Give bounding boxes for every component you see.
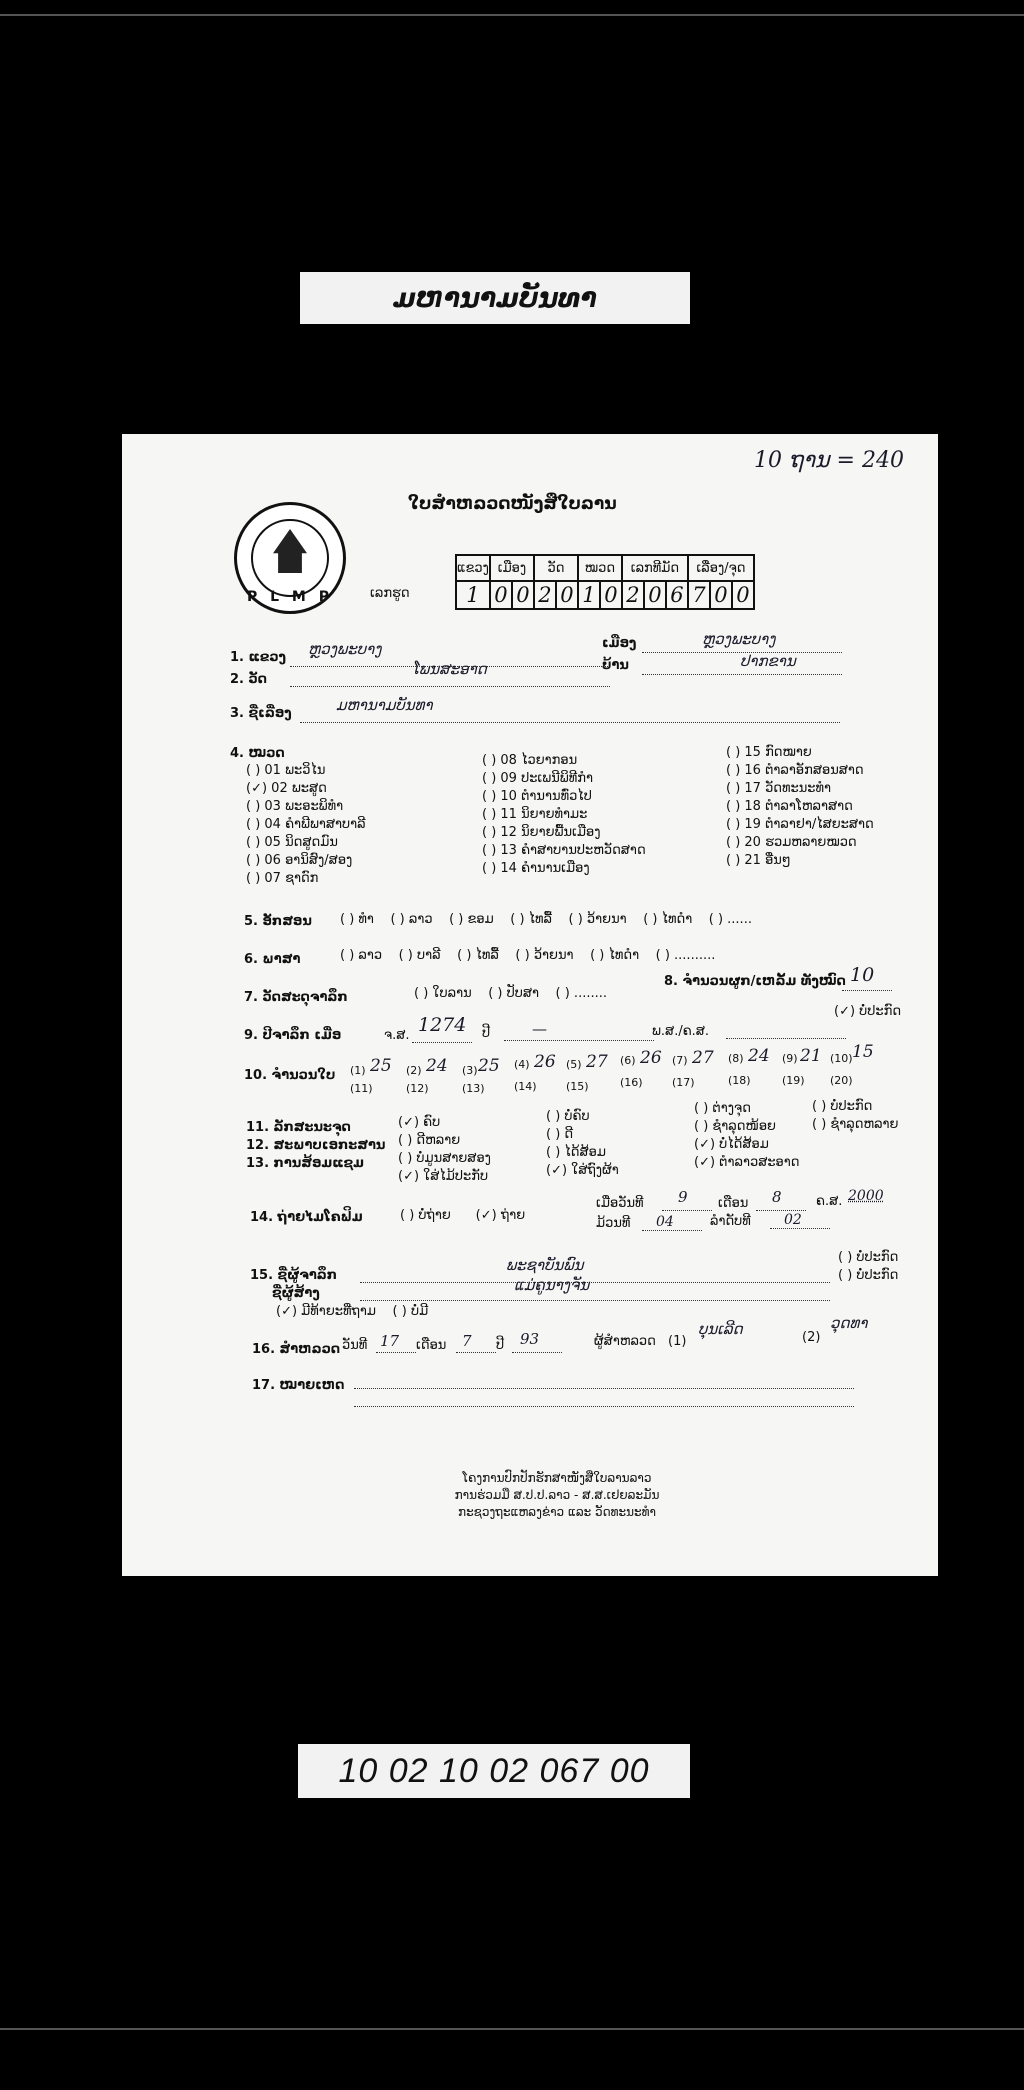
field-language-label: 6. ພາສາ [244,952,301,967]
microfilm-year-label: ຄ.ສ. [816,1194,843,1209]
category-option[interactable]: ( ) 09 ປະເພນີພິທີກຳ [482,771,593,786]
field-district-value: ຫຼວງພະບາງ [702,630,776,648]
leaf-count-value: 25 [370,1056,392,1076]
code-header-story: ເລື່ອງ/ຈຸດ [688,555,754,581]
surveyor-2-value: ວຸດທາ [830,1314,868,1332]
code-header-district: ເມືອງ [490,555,534,581]
code-digit: 2 [622,581,644,609]
field-village-label: ບ້ານ [602,658,629,673]
leaf-count-value: 24 [426,1056,448,1076]
project-logo: P L M P [234,502,346,614]
field-year-label: 9. ປີຈາລຶກ ເມື່ອ [244,1028,342,1043]
category-column-3 [726,744,874,870]
option[interactable]: (✓) ຕຳລາວສະອາດ [694,1155,800,1170]
category-option[interactable]: ( ) 01 ພະວິໄນ [246,763,326,778]
option[interactable]: (✓) ໃສ່ຖົງຜ້າ [546,1163,619,1178]
option[interactable]: ( ) ບໍ່ມູນສາຍສອງ [398,1151,491,1166]
category-option[interactable]: ( ) 20 ຮວມຫລາຍໝວດ [726,835,857,850]
code-digit: 6 [666,581,688,609]
category-option[interactable]: ( ) 17 ວັດທະນະທຳ [726,781,832,796]
survey-year-label: ປີ [496,1338,505,1353]
code-digit: 0 [732,581,754,609]
leaf-count-value: 21 [800,1046,822,1066]
category-option[interactable]: ( ) 13 ຄຳສາບານປະຫວັດສາດ [482,843,646,858]
field-material-options[interactable]: ( ) ໃບລານ ( ) ປັບສາ ( ) ........ [414,986,607,1001]
options-col-b [546,1108,619,1180]
options-col-c [694,1100,800,1172]
field-bundle-count-label: 8. ຈຳນວນຜູກ/ເຫລັ້ມ ທັງໝົດ [664,974,846,989]
category-option[interactable]: ( ) 10 ຕຳນານທົ່ວໄປ [482,789,592,804]
surveyor-label: ຜູ້ສຳຫລວດ [594,1334,656,1349]
field-script-label: 5. ອັກສອນ [244,914,312,929]
code-digit: 0 [556,581,578,609]
field-microfilm-options[interactable]: ( ) ບໍ່ຖ່າຍ (✓) ຖ່າຍ [400,1208,526,1223]
leaf-count-value: 25 [478,1056,500,1076]
field-bundle-count-value: 10 [850,964,875,986]
field-category-label: 4. ໝວດ [230,746,285,761]
code-digit: 7 [688,581,710,609]
option[interactable]: ( ) ດີຫລາຍ [398,1133,461,1148]
leaf-count-value: 27 [586,1052,608,1072]
survey-form-sheet: 10 ຖານ = 240 P L M P ໃບສຳຫລວດໜັງສືໃບລານ ເລກຮູດ ແຂວງ ເມືອງ ວັດ ໝວດ ເລກທີມັດ ເລື່ອງ/ຈຸດ 1 0 0 2 0 1 0 2 0 6 7 0 0 1. ແຂວງ ຫຼວງພະບາງ ເມືອງ ຫຼວງພະບາງ 2. ວັດ ໂພນສະອາດ ບ້ານ ປາກຂານ 3. ຊື່ເລື່ອງ ມຫານາມບັນທາ 4. ໝວດ ( ) 01 ພະວິໄນ (✓) 02 ພະສູດ ( ) 03 ພະອະພິທຳ ( ) 04 ຄຳພີພາສາບາລີ ( ) 05 ນິດສູດມົນ ( ) 06 ອານິສົງ/ສອງ ( ) 07 ຊາດົກ ( ) 08 ໄວຍາກອນ ( ) 09 ປະເພນີພິທີກຳ ( ) 10 ຕຳນານທົ່ວໄປ ( ) 11 ນິຍາຍທຳມະ ( ) 12 ນິຍາຍພື້ນເມືອງ ( ) 13 ຄຳສາບານປະຫວັດສາດ ( ) 14 ຄຳນານເມືອງ ( ) 15 ກົດໝາຍ ( ) 16 ຕຳລາອັກສອນສາດ ( ) 17 ວັດທະນະທຳ ( ) 18 ຕຳລາໂຫລາສາດ ( ) 19 ຕຳລາຢາ/ໄສຍະສາດ ( ) 20 ຮວມຫລາຍໝວດ ( ) 21 ອື່ນໆ 5. ອັກສອນ ( ) ທຳ ( ) ລາວ ( ) ຂອມ ( ) ໄທລື້ ( ) ວ້າຍນາ ( ) ໄທດຳ ( ) ...... 6. ພາສາ ( ) ລາວ ( ) ບາລີ ( ) ໄທລື້ ( ) ວ້າຍນາ ( ) ໄທດຳ ( ) .......... 7. ວັດສະດຸຈາລຶກ ( ) ໃບລານ ( ) ປັບສາ ( ) ........ 8. ຈຳນວນຜູກ/ເຫລັ້ມ ທັງໝົດ 10 9. ປີຈາລຶກ ເມື່ອ ຈ.ສ. 1274 ປີ — ພ.ສ./ຄ.ສ. (✓) ບໍ່ປະກົດ 10. ຈຳນວນໃບ (1) 25 (11) (2) 24 (12) (3) 25 (13) (4) 26 (14) (5) 27 (15) (6) 26 (16) (7) 27 (17) (8) 24 (18) (9) 21 (19) (10) 15 (20) 11. ລັກສະນະຈຸດ 12. ສະພາບເອກະສານ 13. ການສ້ອມແຊມ (✓) ຄົບ ( ) ດີຫລາຍ ( ) ບໍ່ມູນສາຍສອງ (✓) ໃສ່ໄມ້ປະກັບ ( ) ບໍ່ຄົບ ( ) ດີ ( ) ໄດ້ສ້ອມ (✓) ໃສ່ຖົງຜ້າ ( ) ຕ່າງຈຸດ ( ) ຊຳລຸດໜ້ອຍ (✓) ບໍ່ໄດ້ສ້ອມ (✓) ຕຳລາວສະອາດ ( ) ບໍ່ປະກົດ ( ) ຊຳລຸດຫລາຍ 14. ຖ່າຍໄມໂຄຟິມ ( ) ບໍ່ຖ່າຍ (✓) ຖ່າຍ ເມື່ອວັນທີ 9 ເດືອນ 8 ຄ.ສ. 2000 ມ້ວນທີ 04 ລຳດັບທີ 02 15. ຊື່ຜູ້ຈາລຶກ ພະຊາບັນພົນ ( ) ບໍ່ປະກົດ ຊື່ຜູ້ສ້າງ ແມ່ຄູນາງຈັນ ( ) ບໍ່ປະກົດ (✓) ມີທ້າຍະທີ່ຖາມ ( ) ບໍ່ມີ 16. ສຳຫລວດ ວັນທີ 17 ເດືອນ 7 ປີ 93 ຜູ້ສຳຫລວດ (1) ບຸນເລີດ (2) ວຸດທາ 17. ໝາຍເຫດ ໂຄງການປົກປັກຮັກສາໜັງສືໃບລານລາວ ການຮ່ວມມື ສ.ປ.ປ.ລາວ - ສ.ສ.ເຢຍລະມັນ ກະຊວງຖະແຫລງຂ່າວ ແລະ ວັດທະນະທຳ [122,434,938,1576]
field-scribe-value: ພະຊາບັນພົນ [506,1256,584,1274]
option[interactable]: ( ) ບໍ່ປະກົດ [812,1099,873,1114]
options-col-a [398,1114,491,1186]
option[interactable]: ( ) ບໍ່ຄົບ [546,1109,590,1124]
code-digit: 0 [600,581,622,609]
survey-month-label: ເດືອນ [416,1338,447,1353]
field-sponsor-value: ແມ່ຄູນາງຈັນ [514,1276,590,1294]
film-edge-top [0,14,1024,16]
field-scribe-unknown-option[interactable]: ( ) ບໍ່ປະກົດ [838,1250,899,1265]
survey-year-value: 93 [520,1330,540,1348]
category-option[interactable]: ( ) 21 ອື່ນໆ [726,853,791,868]
options-col-d [812,1098,898,1134]
field-microfilm-label: 14. ຖ່າຍໄມໂຄຟິມ [250,1210,363,1225]
field-village-value: ປາກຂານ [740,652,796,670]
field-sponsor-unknown-option[interactable]: ( ) ບໍ່ປະກົດ [838,1268,899,1283]
code-digit: 1 [456,581,490,609]
code-header-bundle: ເລກທີມັດ [622,555,688,581]
field-material-label: 7. ວັດສະດຸຈາລຶກ [244,990,348,1005]
field-district-label: ເມືອງ [602,636,637,651]
code-digit: 0 [644,581,666,609]
code-digit: 0 [490,581,512,609]
field-year-prefix: ຈ.ສ. [384,1028,410,1043]
option[interactable]: ( ) ຕ່າງຈຸດ [694,1101,751,1116]
field-survey-label: 16. ສຳຫລວດ [252,1342,341,1357]
category-option[interactable]: ( ) 07 ຊາດົກ [246,871,319,886]
survey-day-value: 17 [380,1332,400,1350]
category-option[interactable]: ( ) 12 ນິຍາຍພື້ນເມືອງ [482,825,601,840]
code-header-category: ໝວດ [578,555,622,581]
field-year-era-label: ພ.ສ./ຄ.ສ. [652,1024,710,1039]
microfilm-month-label: ເດືອນ [718,1196,749,1211]
microfilm-day-value: 9 [678,1188,688,1206]
microfilm-date-label: ເມື່ອວັນທີ [596,1196,644,1211]
leaf-count-value: 27 [692,1048,714,1068]
option[interactable]: (✓) ບໍ່ໄດ້ສ້ອມ [694,1137,769,1152]
microfilm-month-value: 8 [772,1188,782,1206]
category-option[interactable]: ( ) 04 ຄຳພີພາສາບາລີ [246,817,366,832]
option[interactable]: (✓) ໃສ່ໄມ້ປະກັບ [398,1169,489,1184]
category-option[interactable]: ( ) 15 ກົດໝາຍ [726,745,812,760]
surveyor-1-value: ບຸນເລີດ [698,1320,743,1338]
code-digit: 0 [512,581,534,609]
option[interactable]: ( ) ດີ [546,1127,574,1142]
category-option[interactable]: ( ) 03 ພະອະພິທຳ [246,799,344,814]
leaf-count-value: 26 [534,1052,556,1072]
microfilm-order-value: 02 [784,1212,802,1228]
field-province-value: ຫຼວງພະບາງ [308,640,382,658]
field-year-value: 1274 [418,1014,467,1036]
category-option[interactable]: ( ) 14 ຄຳນານເມືອງ [482,861,590,876]
category-option[interactable]: ( ) 06 ອານິສົງ/ສອງ [246,853,353,868]
category-option[interactable]: ( ) 05 ນິດສູດມົນ [246,835,338,850]
survey-day-label: ວັນທີ [342,1338,368,1353]
category-option[interactable]: (✓) 02 ພະສູດ [246,781,327,796]
leaf-count-grid: (1) 25 (11) (2) 24 (12) (3) 25 (13) (4) 26 (14) (5) 27 (15) (6) 26 (16) (7) 27 (17) (8) 24 (18) (9) 21 (19) (10) 15 (20) [350,1042,874,1095]
field-colophon-options[interactable]: (✓) ມີທ້າຍະທີ່ຖາມ ( ) ບໍ່ມີ [276,1304,429,1319]
category-option[interactable]: ( ) 19 ຕຳລາຢາ/ໄສຍະສາດ [726,817,874,832]
leaf-count-value: 26 [640,1048,662,1068]
code-header-temple: ວັດ [534,555,578,581]
code-digit: 1 [578,581,600,609]
leaf-count-value: 24 [748,1046,770,1066]
film-edge-bottom [0,2028,1024,2030]
field-language-options[interactable]: ( ) ລາວ ( ) ບາລີ ( ) ໄທລື້ ( ) ວ້າຍນາ ( ) ໄທດຳ ( ) .......... [340,948,716,963]
code-label: ເລກຮູດ [370,586,410,601]
field-repair-label: 13. ການສ້ອມແຊມ [246,1156,365,1171]
category-option[interactable]: ( ) 18 ຕຳລາໂຫລາສາດ [726,799,853,814]
microfilm-roll-value: 04 [656,1214,674,1230]
field-province-label: 1. ແຂວງ [230,650,287,665]
option[interactable]: (✓) ຄົບ [398,1115,441,1130]
page-note: 10 ຖານ = 240 [754,448,904,473]
field-leaf-count-label: 10. ຈຳນວນໃບ [244,1068,336,1083]
category-option[interactable]: ( ) 11 ນິຍາຍທຳມະ [482,807,588,822]
field-story-title-value: ມຫານາມບັນທາ [336,696,433,714]
field-condition-label: 12. ສະພາບເອກະສານ [246,1138,386,1153]
option[interactable]: ( ) ຊຳລຸດຫລາຍ [812,1117,899,1132]
microfilm-year-value: 2000 [848,1188,884,1204]
survey-month-value: 7 [462,1332,472,1350]
category-option[interactable]: ( ) 16 ຕຳລາອັກສອນສາດ [726,763,864,778]
field-year-year-label: ປີ [482,1026,491,1041]
code-table [455,554,755,610]
microfilm-order-label: ລຳດັບທີ [710,1214,751,1229]
code-digit: 2 [534,581,556,609]
top-title-label: ມຫານາມບັນທາ [300,272,690,324]
field-bundle-nature-label: 11. ລັກສະນະຈຸດ [246,1120,351,1135]
field-scribe-label: 15. ຊື່ຜູ້ຈາລຶກ [250,1268,338,1283]
code-header-province: ແຂວງ [456,555,490,581]
bottom-code-label: 10 02 10 02 067 00 [298,1744,690,1798]
form-title: ໃບສຳຫລວດໜັງສືໃບລານ [408,494,617,514]
field-remarks-label: 17. ໝາຍເຫດ [252,1378,345,1393]
field-temple-value: ໂພນສະອາດ [412,660,487,678]
category-option[interactable]: ( ) 08 ໄວຍາກອນ [482,753,578,768]
option[interactable]: ( ) ໄດ້ສ້ອມ [546,1145,606,1160]
field-year-year-value: — [532,1020,547,1038]
field-year-unknown-option[interactable]: (✓) ບໍ່ປະກົດ [834,1004,902,1019]
leaf-count-value: 15 [852,1042,874,1062]
category-column-2 [482,752,646,878]
field-temple-label: 2. ວັດ [230,672,267,687]
field-script-options[interactable]: ( ) ທຳ ( ) ລາວ ( ) ຂອມ ( ) ໄທລື້ ( ) ວ້າຍນາ ( ) ໄທດຳ ( ) ...... [340,912,752,927]
field-story-title-label: 3. ຊື່ເລື່ອງ [230,706,292,721]
category-column-1 [246,762,366,888]
microfilm-roll-label: ມ້ວນທີ [596,1216,631,1231]
option[interactable]: ( ) ຊຳລຸດໜ້ອຍ [694,1119,776,1134]
form-footer: ໂຄງການປົກປັກຮັກສາໜັງສືໃບລານລາວ ການຮ່ວມມື ສ.ປ.ປ.ລາວ - ສ.ສ.ເຢຍລະມັນ ກະຊວງຖະແຫລງຂ່າວ ແລະ ວັດທະນະທຳ [454,1471,660,1519]
code-digit: 0 [710,581,732,609]
field-sponsor-label: ຊື່ຜູ້ສ້າງ [272,1286,320,1301]
